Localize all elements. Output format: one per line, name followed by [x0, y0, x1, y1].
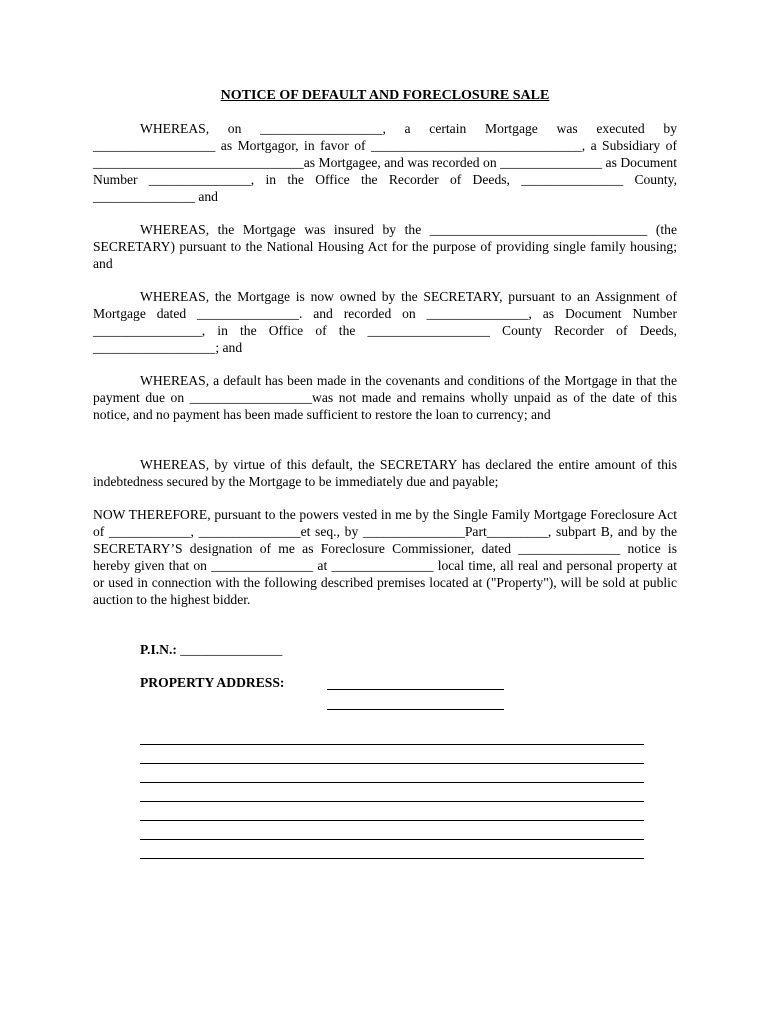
document-title: NOTICE OF DEFAULT AND FORECLOSURE SALE: [220, 88, 550, 103]
paragraph-text: WHEREAS, the Mortgage is now owned by the SECRETARY, pursuant to an Assignment of Mortgage dated _______________. and recorded on _______________, as Document Number ________________, in the Office of the __________________ County Recorder of Deeds, __________________; and: [93, 289, 677, 355]
paragraph-mortgage-insured: [93, 222, 677, 273]
pin-label: P.I.N.:: [140, 642, 177, 657]
paragraph-text: WHEREAS, the Mortgage was insured by the ________________________________ (the SECRETARY) pursuant to the National Housing Act for the purpose of providing single family housing; and: [93, 222, 677, 271]
paragraph-default: [93, 373, 677, 424]
property-address-label: PROPERTY ADDRESS:: [140, 675, 285, 690]
address-blank-line: [327, 689, 504, 690]
description-blank-line: [140, 820, 644, 821]
address-blank-line: [327, 709, 504, 710]
paragraph-text: WHEREAS, by virtue of this default, the SECRETARY has declared the entire amount of this indebtedness secured by the Mortgage to be immediately due and payable;: [93, 457, 677, 489]
paragraph-now-therefore: [93, 507, 677, 608]
description-blank-line: [140, 839, 644, 840]
pin-blank: _______________: [180, 642, 283, 657]
paragraph-text: WHEREAS, a default has been made in the covenants and conditions of the Mortgage in that the payment due on __________________was not made and remains wholly unpaid as of the date of this notice, and no payment has been made sufficient to restore the loan to currency; and: [93, 373, 677, 422]
paragraph-mortgage-executed: [93, 121, 677, 206]
paragraph-mortgage-owned: [93, 289, 677, 357]
description-blank-line: [140, 763, 644, 764]
paragraph-declared-due: [93, 457, 677, 491]
description-blank-line: [140, 858, 644, 859]
paragraph-text: NOW THEREFORE, pursuant to the powers vested in me by the Single Family Mortgage Foreclosure Act of ____________, _______________et seq., by _______________Part_________, subpart B, and by the SECRETARY’S designation of me as Foreclosure Commissioner, dated _______________ notice is hereby given that on _______________ at _______________ local time, all real and personal property at or used in connection with the following described premises located at ("Property"), will be sold at public auction to the highest bidder.: [93, 507, 677, 607]
pin-row: [140, 642, 282, 658]
description-blank-line: [140, 782, 644, 783]
paragraph-text: WHEREAS, on __________________, a certain Mortgage was executed by __________________ as Mortgagor, in favor of _______________________________, a Subsidiary of _______________________________as Mortgagee, and was recorded on _______________ as Document Number _______________, in the Office the Recorder of Deeds, _______________ County, _______________ and: [93, 121, 677, 204]
description-blank-line: [140, 801, 644, 802]
description-blank-line: [140, 744, 644, 745]
